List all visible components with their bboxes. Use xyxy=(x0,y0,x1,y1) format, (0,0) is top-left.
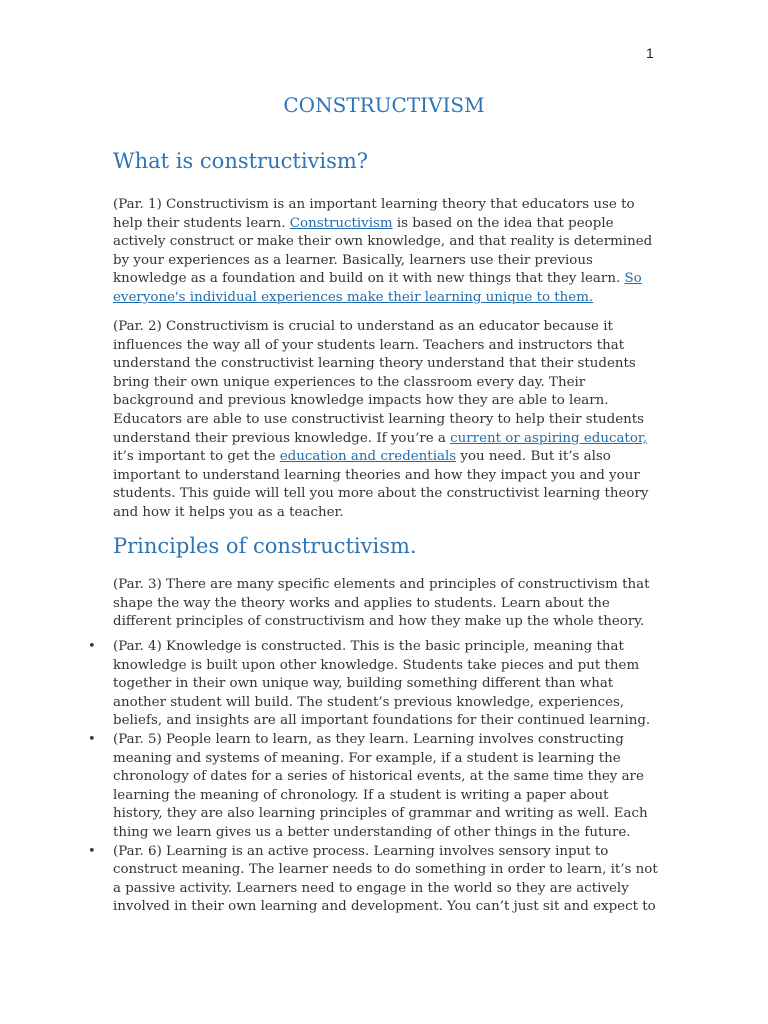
list-item-text: (Par. 4) Knowledge is constructed. This is the basic principle, meaning that knowledge is built upon other knowledge. Students take pieces and put them together in their own unique way, building something different than what another student will build. The student’s previous knowledge, experiences, beliefs, and insights are all important foundations for their continued learning. xyxy=(113,639,651,729)
document-title: CONSTRUCTIVISM xyxy=(283,93,485,117)
current-or-aspiring-educator-link[interactable]: current or aspiring educator, xyxy=(450,430,648,446)
constructivism-link[interactable]: Constructivism xyxy=(289,215,393,231)
principles-list xyxy=(88,638,658,917)
paragraph-1 xyxy=(113,196,658,308)
paragraph-2-text-b: it’s important to get the xyxy=(113,449,280,465)
individual-experiences-link[interactable]: So everyone's individual experiences make their learning unique to them. xyxy=(113,271,642,305)
paragraph-1-text-b: is based on the idea that people actively construct or make their own knowledge, and that reality is determined by your experiences as a learner. Basically, learners use their previous knowledge as a foundation and build on it with new things that they learn. xyxy=(113,215,653,287)
bullet-icon: • xyxy=(88,843,96,859)
list-item xyxy=(88,731,658,843)
paragraph-2-text-a: (Par. 2) Constructivism is crucial to understand as an educator because it influences the way all of your students learn. Teachers and instructors that understand the constructivist learning theory understand that their students bring their own unique experiences to the classroom every day. Their background and previous knowledge impacts how they are able to learn. Educators are able to use constructivist learning theory to help their students understand their previous knowledge. If you’re a xyxy=(113,319,645,446)
paragraph-2-text-c: you need. But it’s also important to understand learning theories and how they impact you and your students. This guide will tell you more about the constructivist learning theory and how it helps you as a teacher. xyxy=(113,449,649,520)
bullet-icon: • xyxy=(88,639,96,654)
heading-principles-of-constructivism: Principles of constructivism. xyxy=(113,534,417,558)
paragraph-3: (Par. 3) There are many specific elements and principles of constructivism that shape the way the theory works and applies to students. Learn about the different principles of constructivism and how they make up the whole theory. xyxy=(113,577,650,630)
heading-what-is-constructivism: What is constructivism? xyxy=(113,149,369,173)
list-item xyxy=(88,843,658,917)
page-number: 1 xyxy=(646,45,654,61)
list-item-text: (Par. 5) People learn to learn, as they learn. Learning involves constructing meaning and systems of meaning. For example, if a student is learning the chronology of dates for a series of historical events, at the same time they are learning the meaning of chronology. If a student is writing a paper about history, they are also learning principles of grammar and writing as well. Each thing we learn gives us a better understanding of other things in the future. xyxy=(113,731,648,840)
paragraph-1-text-a: (Par. 1) Constructivism is an important learning theory that educators use to help their students learn. xyxy=(113,197,635,231)
education-and-credentials-link[interactable]: education and credentials xyxy=(279,449,457,465)
bullet-icon: • xyxy=(88,731,96,747)
list-item xyxy=(88,638,658,731)
paragraph-2 xyxy=(113,318,658,523)
list-item-text: (Par. 6) Learning is an active process. Learning involves sensory input to construct meaning. The learner needs to do something in order to learn, it’s not a passive activity. Learners need to engage in the world so they are actively involved in their own learning and development. You can’t just sit and expect to xyxy=(113,843,658,915)
